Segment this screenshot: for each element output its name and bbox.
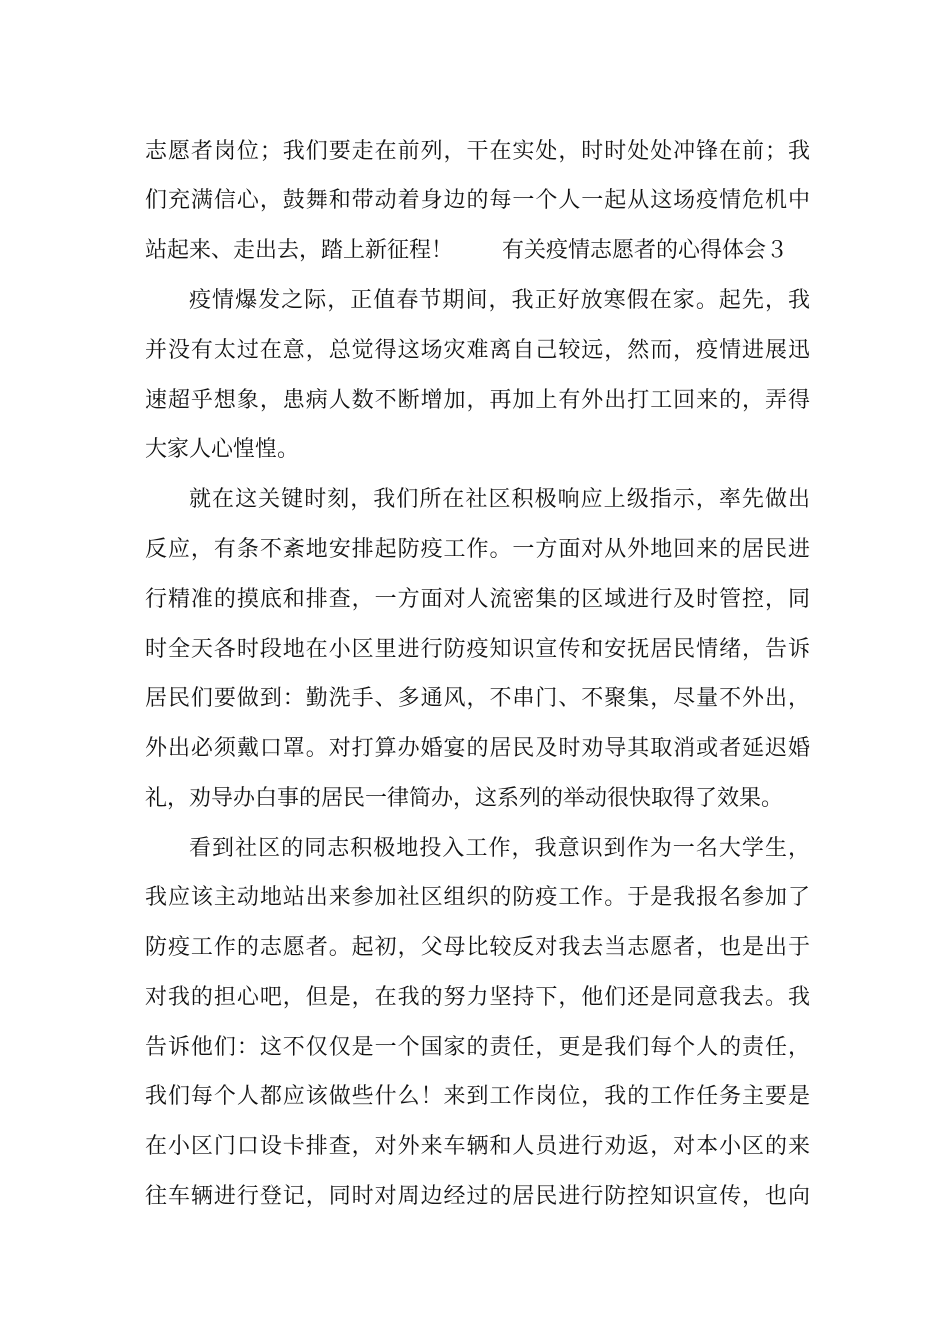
text-line: 告诉他们：这不仅仅是一个国家的责任，更是我们每个人的责任，: [145, 1035, 810, 1060]
section-heading: 有关疫情志愿者的心得体会３: [502, 238, 789, 263]
text-line: 志愿者岗位；我们要走在前列，干在实处，时时处处冲锋在前；我: [145, 139, 810, 164]
text-line: 疫情爆发之际，正值春节期间，我正好放寒假在家。起先，我: [189, 288, 810, 313]
text-line: 我应该主动地站出来参加社区组织的防疫工作。于是我报名参加了: [145, 885, 810, 910]
text-line: 在小区门口设卡排查，对外来车辆和人员进行劝返，对本小区的来: [145, 1134, 810, 1159]
text-line: 速超乎想象，患病人数不断增加，再加上有外出打工回来的，弄得: [145, 388, 810, 413]
text-line: 往车辆进行登记，同时对周边经过的居民进行防控知识宣传，也向: [145, 1184, 810, 1209]
text-line: 我们每个人都应该做些什么！来到工作岗位，我的工作任务主要是: [145, 1084, 810, 1109]
text-line: 对我的担心吧，但是，在我的努力坚持下，他们还是同意我去。我: [145, 985, 810, 1010]
text-line: 就在这关键时刻，我们所在社区积极响应上级指示，率先做出: [189, 487, 810, 512]
text-line: 行精准的摸底和排查，一方面对人流密集的区域进行及时管控，同: [145, 587, 810, 612]
text-line: 大家人心惶惶。: [145, 437, 300, 462]
text-line: 反应，有条不紊地安排起防疫工作。一方面对从外地回来的居民进: [145, 537, 810, 562]
text-line: 看到社区的同志积极地投入工作，我意识到作为一名大学生，: [189, 836, 810, 861]
text-line: 们充满信心，鼓舞和带动着身边的每一个人一起从这场疫情危机中: [145, 188, 810, 213]
text-line: 站起来、走出去，踏上新征程！: [145, 238, 454, 263]
text-line: 居民们要做到：勤洗手、多通风，不串门、不聚集，尽量不外出，: [145, 686, 810, 711]
text-line: 并没有太过在意，总觉得这场灾难离自己较远，然而，疫情进展迅: [145, 338, 810, 363]
text-line: 礼，劝导办白事的居民一律简办，这系列的举动很快取得了效果。: [145, 786, 784, 811]
text-line: 时全天各时段地在小区里进行防疫知识宣传和安抚居民情绪，告诉: [145, 637, 810, 662]
text-line: 防疫工作的志愿者。起初，父母比较反对我去当志愿者，也是出于: [145, 935, 810, 960]
text-line: 外出必须戴口罩。对打算办婚宴的居民及时劝导其取消或者延迟婚: [145, 736, 810, 761]
